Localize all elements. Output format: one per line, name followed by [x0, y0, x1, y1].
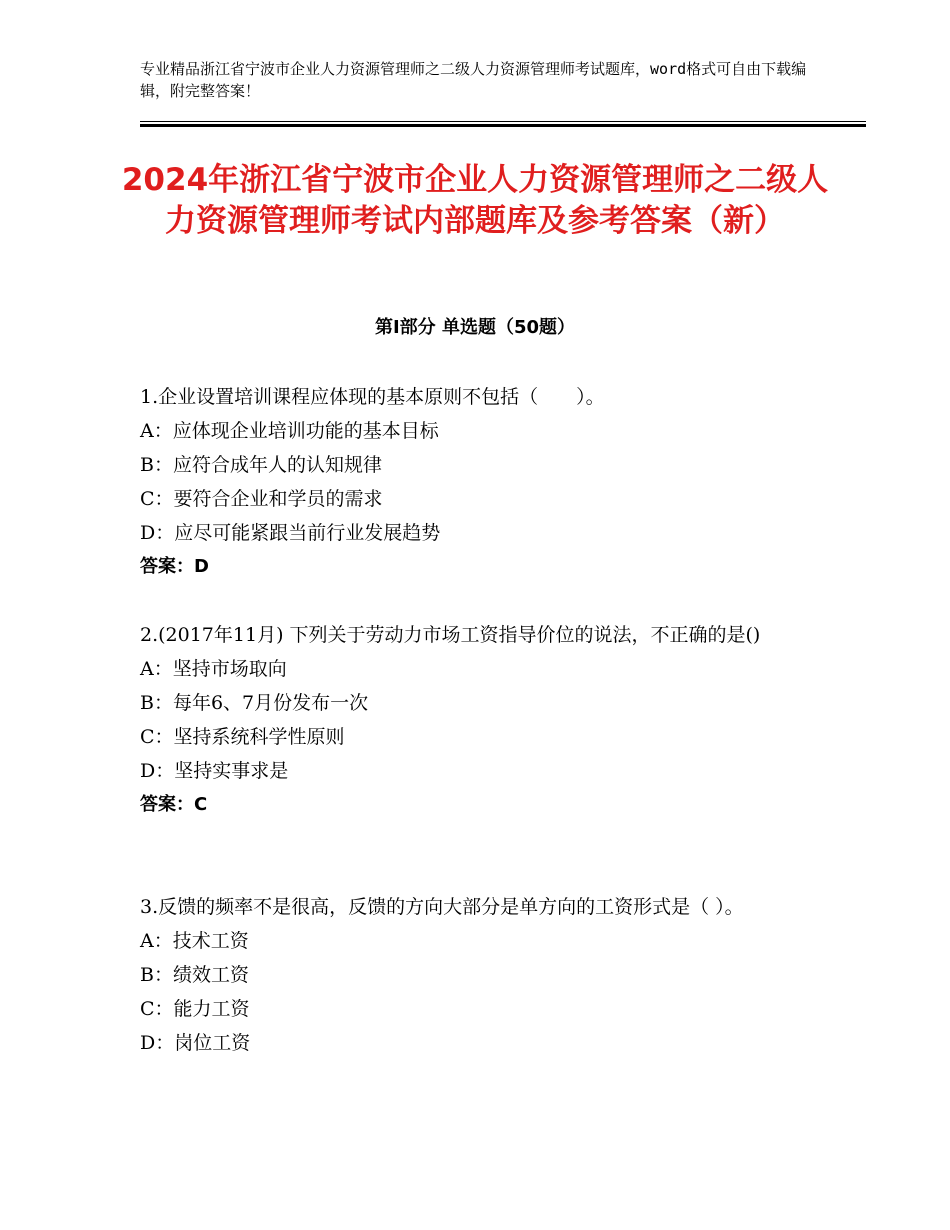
option-d: D：应尽可能紧跟当前行业发展趋势 [140, 522, 441, 544]
header-divider-thin [140, 121, 866, 122]
question-stem: 3.反馈的频率不是很高，反馈的方向大部分是单方向的工资形式是（ ）。 [140, 896, 744, 918]
option-c: C：要符合企业和学员的需求 [140, 488, 383, 510]
answer-label: 答案：C [140, 794, 208, 815]
question-stem: 2.(2017年11月) 下列关于劳动力市场工资指导价位的说法，不正确的是() [140, 624, 761, 646]
document-title: 2024年浙江省宁波市企业人力资源管理师之二级人力资源管理师考试内部题库及参考答案（新） [121, 162, 829, 239]
question-item [140, 890, 820, 1060]
answer-label: 答案：D [140, 556, 209, 577]
option-c: C：坚持系统科学性原则 [140, 726, 345, 748]
option-a: A：应体现企业培训功能的基本目标 [140, 420, 439, 442]
section-title: 第Ⅰ部分 单选题（50题） [374, 317, 575, 338]
header-note: 专业精品浙江省宁波市企业人力资源管理师之二级人力资源管理师考试题库，word格式可自由下载编辑，附完整答案！ [140, 60, 807, 100]
option-c: C：能力工资 [140, 998, 250, 1020]
question-item [140, 618, 820, 822]
option-b: B：绩效工资 [140, 964, 249, 986]
header-divider-thick [140, 124, 866, 127]
question-stem: 1.企业设置培训课程应体现的基本原则不包括（ ）。 [140, 386, 605, 408]
option-d: D：岗位工资 [140, 1032, 251, 1054]
option-a: A：技术工资 [140, 930, 249, 952]
option-b: B：每年6、7月份发布一次 [140, 692, 369, 714]
question-item [140, 380, 820, 584]
option-a: A：坚持市场取向 [140, 658, 287, 680]
option-b: B：应符合成年人的认知规律 [140, 454, 382, 476]
option-d: D：坚持实事求是 [140, 760, 289, 782]
